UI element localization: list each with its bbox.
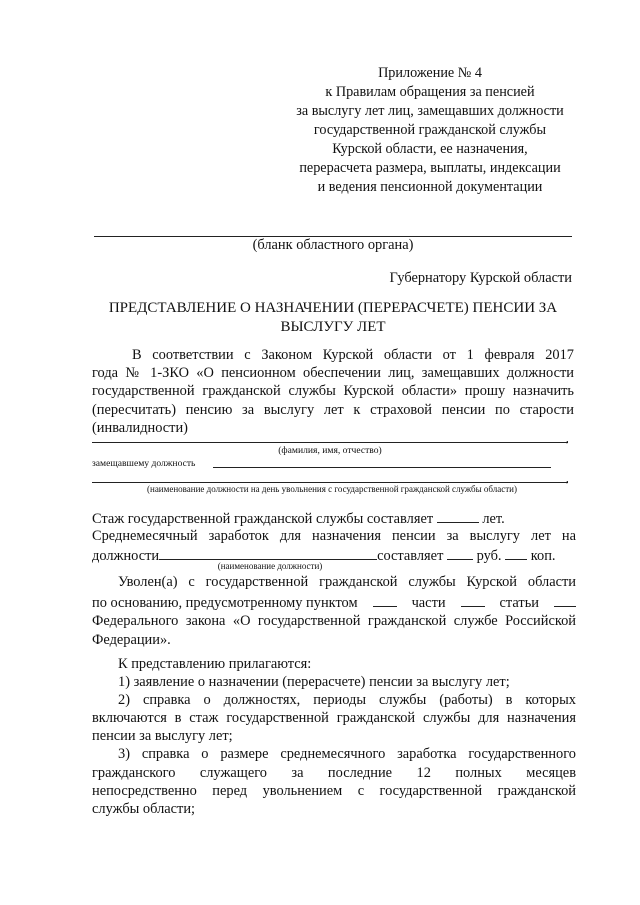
fio-comma: , (566, 433, 569, 445)
addressee: Губернатору Курской области (389, 270, 572, 286)
dismissal-line: Уволен(а) с государственной гражданской службы Курской области (118, 574, 576, 590)
intro-line: государственной гражданской службы Курской области» прошу назначить (92, 383, 574, 400)
rub-blank[interactable] (447, 545, 473, 560)
intro-paragraph (92, 346, 574, 437)
appendix-line: за выслугу лет лиц, замещавших должности (296, 103, 564, 119)
attachment-item-2-cont: включаются в стаж государственной гражданской службы для назначения (92, 710, 576, 727)
article-blank[interactable] (554, 592, 576, 607)
kop-label: коп. (530, 548, 556, 564)
position-caption: (наименование должности на день увольнения с государственной гражданской службы области) (147, 484, 517, 494)
attachments-block (92, 655, 576, 818)
point-blank[interactable] (373, 592, 397, 607)
salary-position-blank[interactable] (159, 545, 377, 560)
intro-line: (пересчитать) пенсию за выслугу лет к страховой пенсии по старости (92, 401, 574, 418)
dismissal-line-2 (92, 592, 576, 613)
position-comma: , (566, 473, 569, 485)
position-line[interactable] (213, 467, 551, 468)
rub-label: руб. (476, 548, 502, 564)
fio-line[interactable] (92, 442, 568, 443)
dismissal-line: Федерации». (92, 631, 171, 648)
salary-amount-word: составляет (377, 548, 444, 564)
attachment-item-2-cont: пенсии за выслугу лет; (92, 728, 233, 745)
dismissal-article: статьи (499, 594, 539, 611)
dismissal-paragraph (92, 573, 576, 649)
title-line-2: ВЫСЛУГУ ЛЕТ (280, 319, 386, 335)
attachment-item-3-cont: гражданского служащего за последние 12 полных месяцев (92, 764, 576, 781)
title-line-1: ПРЕДСТАВЛЕНИЕ О НАЗНАЧЕНИИ (ПЕРЕРАСЧЕТЕ) ПЕНСИИ ЗА (108, 300, 558, 316)
appendix-line: и ведения пенсионной документации (317, 179, 543, 195)
intro-line: года № 1-ЗКО «О пенсионном обеспечении лиц, замещавших должности (92, 365, 574, 382)
appendix-line: к Правилам обращения за пенсией (325, 84, 535, 100)
appendix-line: перерасчета размера, выплаты, индексации (299, 160, 561, 176)
intro-line: В соответствии с Законом Курской области от 1 февраля 2017 (132, 347, 574, 363)
dismissal-text: по основанию, предусмотренному пунктом (92, 594, 358, 611)
position-name-caption: (наименование должности) (217, 561, 323, 571)
salary-line-1: Среднемесячный заработок для назначения пенсии за выслугу лет на (92, 528, 576, 544)
seniority-text: Стаж государственной гражданской службы составляет (92, 511, 434, 527)
attachment-item-3-cont: службы области; (92, 800, 196, 817)
position-label: замещавшему должность (92, 458, 196, 469)
dismissal-part: части (411, 594, 446, 611)
appendix-line: Курской области, ее назначения, (332, 141, 528, 157)
seniority-blank[interactable] (437, 508, 479, 523)
intro-line: (инвалидности) (92, 419, 188, 436)
attachment-item-1: 1) заявление о назначении (перерасчете) пенсии за выслугу лет; (118, 674, 510, 691)
seniority-unit: лет. (482, 511, 505, 527)
attachment-item-3: 3) справка о размере среднемесячного заработка государственного (118, 746, 576, 763)
attachment-item-2: 2) справка о должностях, периоды службы (работы) в которых (118, 692, 576, 709)
appendix-line: Приложение № 4 (378, 65, 482, 81)
appendix-line: государственной гражданской службы (313, 122, 547, 138)
fio-caption: (фамилия, имя, отчество) (278, 445, 382, 456)
salary-position-word: должности (92, 548, 160, 564)
form-caption: (бланк областного органа) (252, 237, 414, 253)
part-blank[interactable] (461, 592, 485, 607)
attachments-heading: К представлению прилагаются: (118, 656, 312, 672)
document-title (94, 299, 572, 337)
seniority-line (92, 508, 576, 528)
appendix-block (280, 64, 580, 197)
attachment-item-3-cont: непосредственно перед увольнением с государственной гражданской (92, 782, 576, 799)
dismissal-line: Федерального закона «О государственной гражданской службе Российской (92, 613, 576, 629)
position-line-2[interactable] (92, 482, 568, 483)
kop-blank[interactable] (505, 545, 527, 560)
